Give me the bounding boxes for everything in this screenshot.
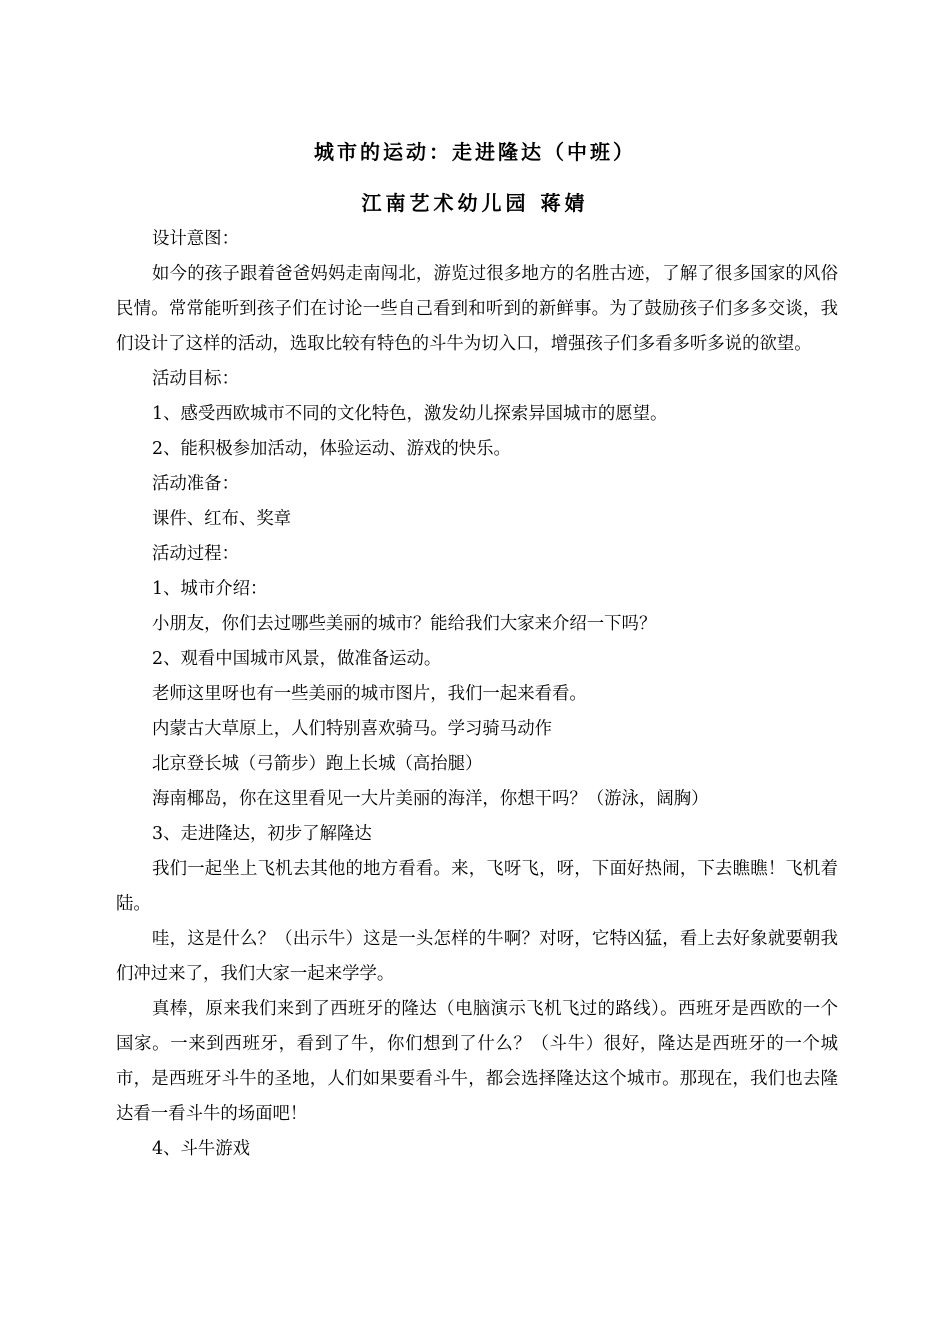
process-paragraph: 我们一起坐上飞机去其他的地方看看。来，飞呀飞，呀，下面好热闹，下去瞧瞧！飞机着陆。 bbox=[116, 859, 838, 914]
document-author: 江南艺术幼儿园 蒋婧 bbox=[361, 191, 589, 215]
process-step-1: 1、城市介绍： bbox=[152, 579, 268, 599]
process-text: 内蒙古大草原上，人们特别喜欢骑马。学习骑马动作 bbox=[152, 719, 552, 739]
preparation-materials: 课件、红布、奖章 bbox=[152, 509, 292, 529]
process-step-2: 2、观看中国城市风景，做准备运动。 bbox=[152, 649, 442, 669]
process-step-4: 4、斗牛游戏 bbox=[152, 1139, 251, 1159]
document-title: 城市的运动：走进隆达（中班） bbox=[314, 140, 636, 164]
section-heading-preparation: 活动准备： bbox=[152, 474, 239, 494]
section-heading-goals: 活动目标： bbox=[152, 369, 239, 389]
process-text: 北京登长城（弓箭步）跑上长城（高抬腿） bbox=[152, 754, 483, 774]
process-paragraph: 真棒，原来我们来到了西班牙的隆达（电脑演示飞机飞过的路线）。西班牙是西欧的一个国家。一来到西班牙，看到了牛，你们想到了什么？（斗牛）很好，隆达是西班牙的一个城市，是西班牙斗牛的圣地，人们如果要看斗牛，都会选择隆达这个城市。那现在，我们也去隆达看一看斗牛的场面吧！ bbox=[116, 999, 838, 1124]
section-heading-process: 活动过程： bbox=[152, 544, 239, 564]
paragraph-design-intent: 如今的孩子跟着爸爸妈妈走南闯北，游览过很多地方的名胜古迹，了解了很多国家的风俗民情。常常能听到孩子们在讨论一些自己看到和听到的新鲜事。为了鼓励孩子们多多交谈，我们设计了这样的活动，选取比较有特色的斗牛为切入口，增强孩子们多看多听多说的欲望。 bbox=[116, 264, 838, 354]
goal-item-2: 2、能积极参加活动，体验运动、游戏的快乐。 bbox=[152, 439, 511, 459]
process-text: 小朋友，你们去过哪些美丽的城市？能给我们大家来介绍一下吗？ bbox=[152, 614, 657, 634]
section-heading-design-intent: 设计意图： bbox=[152, 229, 239, 249]
process-paragraph: 哇，这是什么？（出示牛）这是一头怎样的牛啊？对呀，它特凶猛，看上去好象就要朝我们冲过来了，我们大家一起来学学。 bbox=[116, 929, 838, 984]
goal-item-1: 1、感受西欧城市不同的文化特色，激发幼儿探索异国城市的愿望。 bbox=[152, 404, 668, 424]
document-body bbox=[116, 222, 838, 1167]
process-step-3: 3、走进隆达，初步了解隆达 bbox=[152, 824, 372, 844]
process-text: 海南椰岛，你在这里看见一大片美丽的海洋，你想干吗？（游泳，阔胸） bbox=[152, 789, 709, 809]
process-text: 老师这里呀也有一些美丽的城市图片，我们一起来看看。 bbox=[152, 684, 587, 704]
